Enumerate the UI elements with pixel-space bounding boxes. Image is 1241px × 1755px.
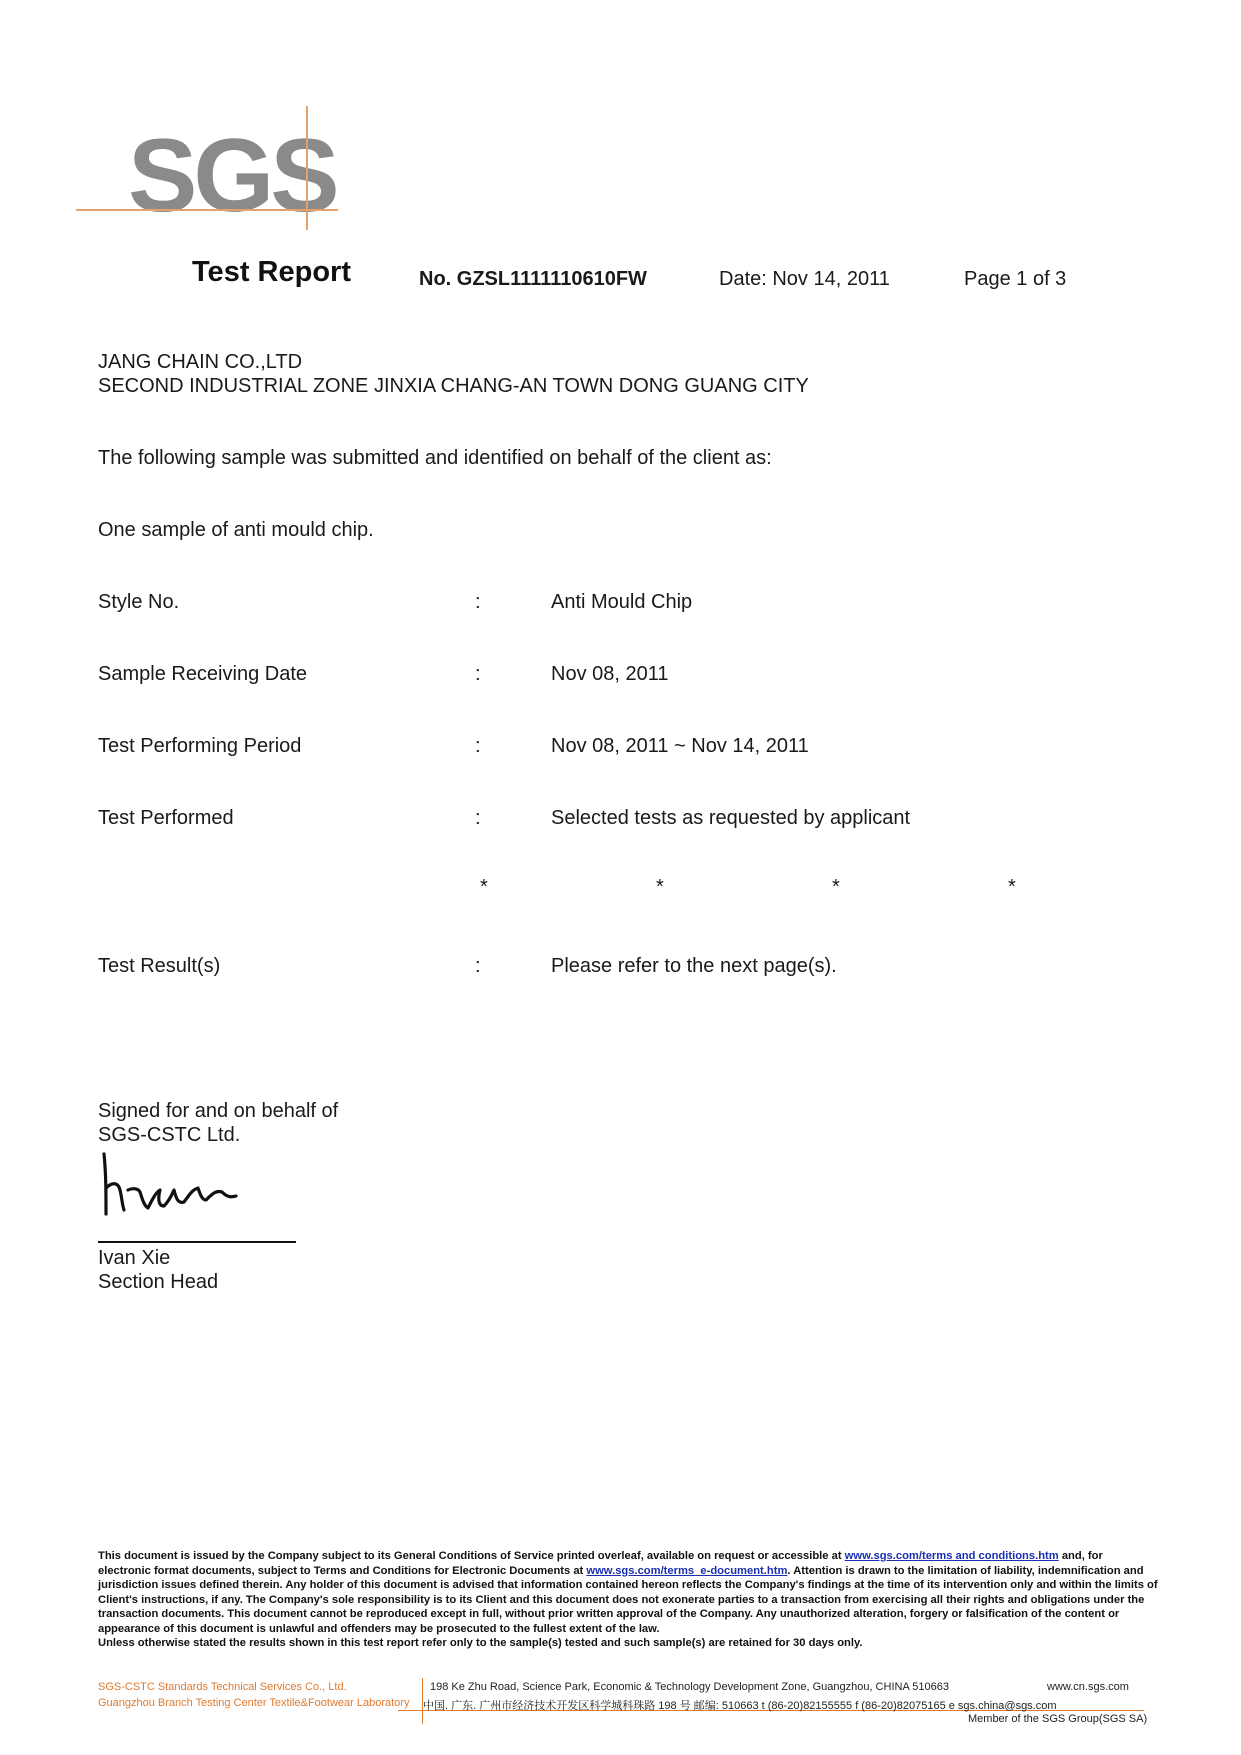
field-value-sample-receiving-date: Nov 08, 2011 (551, 663, 669, 685)
field-label-style-no: Style No. (98, 591, 180, 613)
handwritten-signature (98, 1148, 248, 1218)
sample-description: One sample of anti mould chip. (98, 519, 374, 541)
field-value-test-results: Please refer to the next page(s). (551, 955, 837, 977)
footer-website: www.cn.sgs.com (1047, 1681, 1129, 1693)
report-number: No. GZSL1111110610FW (419, 268, 647, 290)
page-indicator: Page 1 of 3 (964, 268, 1067, 290)
field-value-test-performed: Selected tests as requested by applicant (551, 807, 911, 829)
separator-star: * (1008, 876, 1016, 898)
client-address: SECOND INDUSTRIAL ZONE JINXIA CHANG-AN TOWN DONG GUANG CITY (98, 375, 809, 397)
report-date: Date: Nov 14, 2011 (719, 268, 890, 290)
signed-on-behalf: Signed for and on behalf of (98, 1100, 339, 1122)
signatory-title: Section Head (98, 1271, 219, 1293)
report-title: Test Report (192, 256, 351, 288)
disclaimer (98, 1549, 1158, 1651)
field-label-test-performing-period: Test Performing Period (98, 735, 302, 757)
footer-member-note: Member of the SGS Group(SGS SA) (968, 1713, 1148, 1725)
field-label-test-performed: Test Performed (98, 807, 234, 829)
terms-conditions-link[interactable]: www.sgs.com/terms and conditions.htm (844, 1550, 1059, 1562)
terms-e-document-link[interactable]: www.sgs.com/terms_e-document.htm (586, 1564, 788, 1577)
intro-text: The following sample was submitted and identified on behalf of the client as: (98, 447, 772, 469)
field-colon: : (475, 807, 481, 829)
sgs-logo (76, 106, 346, 234)
retention-notice: Unless otherwise stated the results shown in this test report refer only to the sample(s) tested and such sample(s) are retained for 30 days only. (98, 1637, 863, 1649)
footer-company-name: SGS-CSTC Standards Technical Services Co., Ltd. (98, 1681, 347, 1693)
signatory-name: Ivan Xie (98, 1247, 171, 1269)
client-name: JANG CHAIN CO.,LTD (98, 351, 303, 373)
field-label-test-results: Test Result(s) (98, 955, 221, 977)
field-value-test-performing-period: Nov 08, 2011 ~ Nov 14, 2011 (551, 735, 809, 757)
footer-address-english: 198 Ke Zhu Road, Science Park, Economic & Technology Development Zone, Guangzhou, CHINA 510663 (430, 1681, 949, 1693)
disclaimer-text-b: and, for electronic format documents, subject to Terms and Conditions for Electronic Documents at (98, 1550, 1103, 1577)
sgs-logo-text: SGS (128, 118, 336, 234)
field-colon: : (475, 735, 481, 757)
signing-company: SGS-CSTC Ltd. (98, 1124, 241, 1146)
footer-lab-name: Guangzhou Branch Testing Center Textile&Footwear Laboratory (98, 1697, 410, 1709)
field-colon: : (475, 591, 481, 613)
disclaimer-text-a: This document is issued by the Company subject to its General Conditions of Service printed overleaf, available on request or accessible at (98, 1550, 845, 1562)
signature-line (98, 1241, 296, 1243)
field-colon: : (475, 955, 481, 977)
field-colon: : (475, 663, 481, 685)
separator-star: * (480, 876, 488, 898)
disclaimer-text-c: . Attention is drawn to the limitation of liability, indemnification and jurisdiction issues defined therein. Any holder of this document is advised that information contained hereon reflects the Company's findings at the time of its intervention only and within the limits of Client's instructions, if any. The Company's sole responsibility is to its Client and this document does not exonerate parties to a transaction from exercising all their rights and obligations under the transaction documents. This document cannot be reproduced except in full, without prior written approval of the Company. Any unauthorized alteration, forgery or falsification of the content or appearance of this document is unlawful and offenders may be prosecuted to the fullest extent of the law. (98, 1564, 1158, 1635)
separator-star: * (832, 876, 840, 898)
field-value-style-no: Anti Mould Chip (551, 591, 693, 613)
footer-address-chinese: 中国. 广东. 广州市经济技术开发区科学城科珠路 198 号 邮编: 510663 t (86-20)82155555 f (86-20)82075165 e sgs.china@sgs.com (423, 1700, 1057, 1712)
field-label-sample-receiving-date: Sample Receiving Date (98, 663, 307, 685)
separator-star: * (656, 876, 664, 898)
